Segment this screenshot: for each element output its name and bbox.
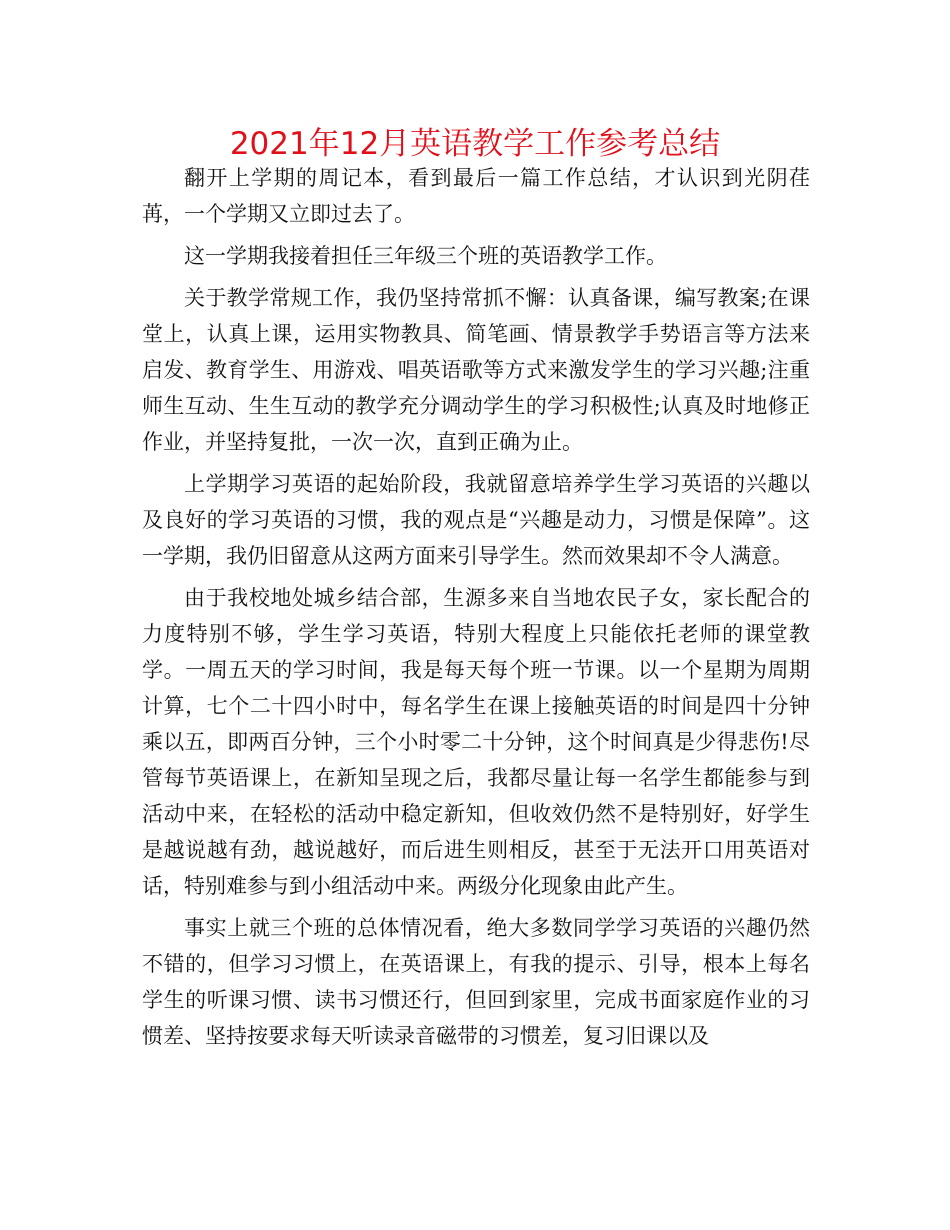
paragraph-3: 关于教学常规工作，我仍坚持常抓不懈：认真备课，编写教案;在课堂上，认真上课，运用实物教具、简笔画、情景教学手势语言等方法来启发、教育学生、用游戏、唱英语歌等方式来激发学生的学习兴趣;注重师生互动、生生互动的教学充分调动学生的学习积极性;认真及时地修正作业，并坚持复批，一次一次，直到正确为止。 <box>142 286 810 454</box>
document-body <box>142 160 810 1060</box>
paragraph-2: 这一学期我接着担任三年级三个班的英语教学工作。 <box>184 244 667 268</box>
paragraph-1: 翻开上学期的周记本，看到最后一篇工作总结，才认识到光阴荏苒，一个学期又立即过去了。 <box>142 166 810 226</box>
paragraph-4: 上学期学习英语的起始阶段，我就留意培养学生学习英语的兴趣以及良好的学习英语的习惯，我的观点是“兴趣是动力，习惯是保障”。这一学期，我仍旧留意从这两方面来引导学生。然而效果却不令人满意。 <box>142 472 810 568</box>
paragraph-5: 由于我校地处城乡结合部，生源多来自当地农民子女，家长配合的力度特别不够，学生学习英语，特别大程度上只能依托老师的课堂教学。一周五天的学习时间，我是每天每个班一节课。以一个星期为周期计算，七个二十四小时中，每名学生在课上接触英语的时间是四十分钟乘以五，即两百分钟，三个小时零二十分钟，这个时间真是少得悲伤!尽管每节英语课上，在新知呈现之后，我都尽量让每一名学生都能参与到活动中来，在轻松的活动中稳定新知，但收效仍然不是特别好，好学生是越说越有劲，越说越好，而后进生则相反，甚至于无法开口用英语对话，特别难参与到小组活动中来。两级分化现象由此产生。 <box>142 586 810 898</box>
document-title: 2021年12月英语教学工作参考总结 <box>229 126 721 162</box>
paragraph-6: 事实上就三个班的总体情况看，绝大多数同学学习英语的兴趣仍然不错的，但学习习惯上，在英语课上，有我的提示、引导，根本上每名学生的听课习惯、读书习惯还行，但回到家里，完成书面家庭作业的习惯差、坚持按要求每天听读录音磁带的习惯差，复习旧课以及 <box>142 916 810 1048</box>
